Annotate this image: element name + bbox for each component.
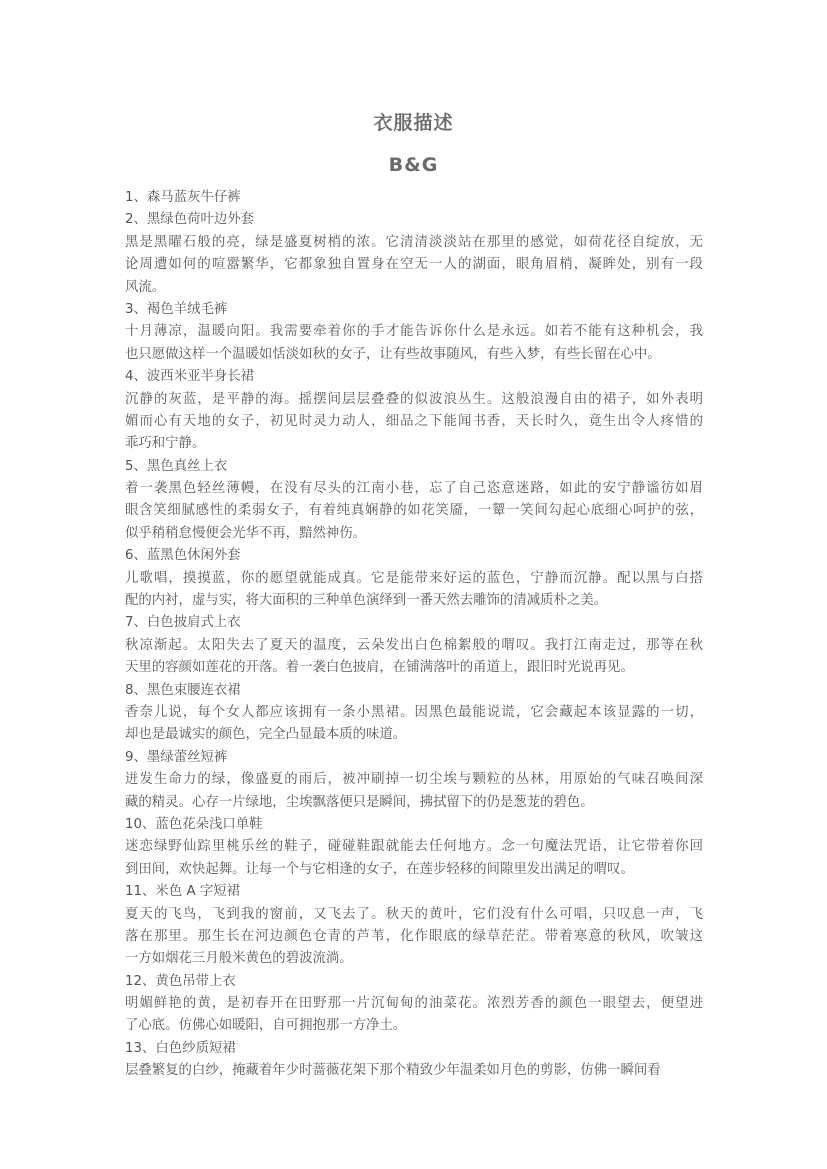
item-description-line: 十月薄凉，温暖向阳。我需要牵着你的手才能告诉你什么是永远。如若不能有这种机会，我 — [125, 324, 703, 340]
item-description-line: 藏的精灵。心存一片绿地，尘埃飘落便只是瞬间，拂拭留下的仍是葱茏的碧色。 — [125, 794, 594, 810]
document-subtitle: B&G — [388, 154, 439, 176]
item-description-line: 却也是最诚实的颜色，完全凸显最本质的味道。 — [125, 727, 407, 743]
item-description-line: 沉静的灰蓝，是平静的海。摇摆间层层叠叠的似波浪丛生。这般浪漫自由的裙子，如外表明 — [125, 391, 703, 407]
item-description-line: 眼含笑细腻感性的柔弱女子，有着纯真娴静的如花笑靥，一颦一笑间勾起心底细心呵护的弦， — [125, 503, 703, 519]
item-description-line: 夏天的飞鸟，飞到我的窗前，又飞去了。秋天的黄叶，它们没有什么可唱，只叹息一声，飞 — [125, 906, 703, 922]
item-heading: 3、褐色羊绒毛裤 — [125, 301, 228, 317]
item-description-line: 香奈儿说，每个女人都应该拥有一条小黑裙。因黑色最能说谎，它会藏起本该显露的一切， — [125, 704, 703, 720]
item-description-line: 了心底。仿佛心如暖阳，自可拥抱那一方净土。 — [125, 1018, 407, 1034]
document-body — [125, 187, 703, 1083]
item-heading: 1、森马蓝灰牛仔裤 — [125, 190, 241, 205]
item-description-line: 着一袭黑色轻丝薄幔，在没有尽头的江南小巷，忘了自己恣意迷路，如此的安宁静谧彷如眉 — [125, 481, 703, 497]
item-heading: 11、米色 A 字短裙 — [125, 884, 241, 900]
item-description-line: 儿歌唱，摸摸蓝，你的愿望就能成真。它是能带来好运的蓝色，宁静而沉静。配以黑与白搭 — [125, 570, 703, 586]
item-description-line: 到田间，欢快起舞。让每一个与它相逢的女子，在莲步轻移的间隙里发出满足的喟叹。 — [125, 861, 634, 877]
item-heading: 13、白色纱质短裙 — [125, 1040, 236, 1056]
item-heading: 4、波西米亚半身长裙 — [125, 369, 255, 385]
document-title: 衣服描述 — [373, 112, 454, 134]
item-heading: 5、黑色真丝上衣 — [125, 458, 228, 474]
item-heading: 10、蓝色花朵浅口单鞋 — [125, 816, 263, 832]
item-heading: 6、蓝黑色休闲外套 — [125, 548, 241, 564]
item-description-line: 媚而心有天地的女子，初见时灵力动人，细品之下能闻书香，天长时久，竟生出令人疼惜的 — [125, 413, 703, 429]
item-heading: 7、白色披肩式上衣 — [125, 615, 241, 631]
item-description-line: 秋凉渐起。太阳失去了夏天的温度，云朵发出白色棉絮般的喟叹。我打江南走过，那等在秋 — [125, 637, 703, 653]
item-description-line: 也只愿做这样一个温暖如恬淡如秋的女子，让有些故事随风，有些入梦，有些长留在心中。 — [125, 346, 661, 362]
item-description-line: 迸发生命力的绿，像盛夏的雨后，被冲刷掉一切尘埃与颗粒的丛林，用原始的气味召唤间深 — [125, 772, 703, 788]
item-description-line: 迷恋绿野仙踪里桃乐丝的鞋子，碰碰鞋跟就能去任何地方。念一句魔法咒语，让它带着你回 — [125, 839, 703, 855]
item-description-line: 风流。 — [125, 279, 166, 295]
item-description-line: 落在那里。那生长在河边颜色仓青的芦苇，化作眼底的绿草茫茫。带着寒意的秋风，吹皱这 — [125, 928, 703, 944]
item-heading: 8、黑色束腰连衣裙 — [125, 682, 241, 698]
item-description-line: 论周遭如何的喧嚣繁华，它都象独自置身在空无一人的湖面，眼角眉梢，凝眸处，别有一段 — [125, 257, 703, 273]
item-description-line: 天里的容颜如莲花的开落。着一袭白色披肩，在铺满落叶的甬道上，跟旧时光说再见。 — [125, 660, 634, 676]
item-description-line: 配的内衬，虚与实，将大面积的三种单色演绎到一番天然去雕饰的清减质朴之美。 — [125, 593, 608, 609]
item-description-line: 明媚鲜艳的黄，是初春开在田野那一片沉甸甸的油菜花。浓烈芳香的颜色一眼望去，便望进 — [125, 996, 703, 1012]
item-description-line: 层叠繁复的白纱，掩藏着年少时蔷薇花架下那个精致少年温柔如月色的剪影，仿佛一瞬间看 — [125, 1063, 661, 1079]
item-description-line: 黑是黑曜石般的亮，绿是盛夏树梢的浓。它清清淡淡站在那里的感觉，如荷花径自绽放，无 — [125, 234, 703, 250]
item-description-line: 似乎稍稍怠慢便会光华不再，黯然神伤。 — [125, 525, 367, 541]
item-description-line: 乖巧和宁静。 — [125, 436, 206, 452]
item-heading: 2、黑绿色荷叶边外套 — [125, 212, 255, 228]
item-description-line: 一方如烟花三月般米黄色的碧波流淌。 — [125, 951, 353, 967]
item-heading: 9、墨绿蕾丝短裤 — [125, 749, 228, 765]
item-heading: 12、黄色吊带上衣 — [125, 973, 236, 989]
